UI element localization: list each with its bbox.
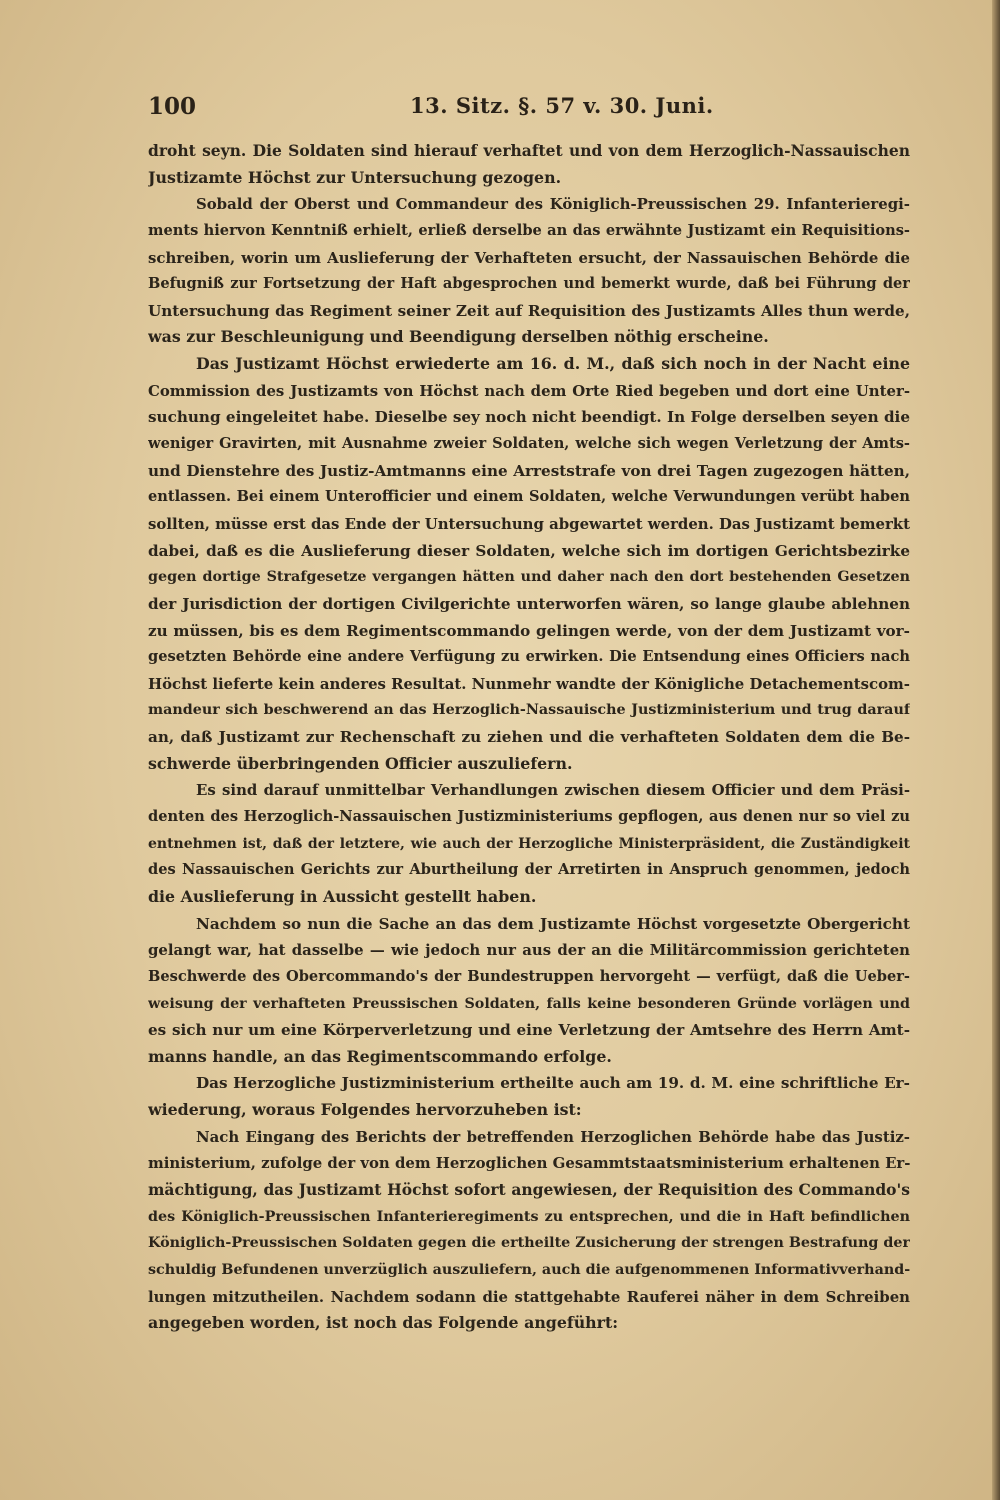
text-line: schreiben, worin um Auslieferung der Verhafteten ersucht, der Nassauischen Behörde die bbox=[148, 248, 910, 267]
text-line: manns handle, an das Regimentscommando erfolge. bbox=[148, 1046, 612, 1066]
text-line: Es sind darauf unmittelbar Verhandlungen zwischen diesem Officier und dem Präsi- bbox=[196, 781, 910, 800]
text-line: entnehmen ist, daß der letztere, wie auch der Herzogliche Ministerpräsident, die Zuständigkeit bbox=[148, 835, 910, 852]
text-line: schwerde überbringenden Officier auszuliefern. bbox=[148, 753, 573, 773]
text-line: Nach Eingang des Berichts der betreffenden Herzoglichen Behörde habe das Justiz- bbox=[196, 1127, 910, 1146]
text-line: angegeben worden, ist noch das Folgende angeführt: bbox=[148, 1313, 619, 1333]
text-line: Befugniß zur Fortsetzung der Haft abgesprochen und bemerkt wurde, daß bei Führung der bbox=[148, 275, 910, 293]
text-line: Königlich-Preussischen Soldaten gegen die ertheilte Zusicherung der strengen Bestrafung der bbox=[148, 1235, 910, 1252]
text-line: mächtigung, das Justizamt Höchst sofort angewiesen, der Requisition des Commando's bbox=[148, 1179, 910, 1199]
text-line: ministerium, zufolge der von dem Herzoglichen Gesammtstaatsministerium erhaltenen Er- bbox=[148, 1154, 910, 1173]
text-line: entlassen. Bei einem Unterofficier und einem Soldaten, welche Verwundungen verübt haben bbox=[148, 488, 910, 506]
text-line: gegen dortige Strafgesetze vergangen hätten und daher nach den dort bestehenden Gesetzen bbox=[148, 569, 910, 586]
text-line: Justizamte Höchst zur Untersuchung gezogen. bbox=[148, 167, 562, 187]
text-line: weisung der verhafteten Preussischen Soldaten, falls keine besonderen Gründe vorlägen und bbox=[148, 995, 910, 1012]
text-line: mandeur sich beschwerend an das Herzoglich-Nassauische Justizministerium und trug darauf bbox=[148, 702, 910, 719]
text-line: schuldig Befundenen unverzüglich auszuliefern, auch die aufgenommenen Informativverhand- bbox=[148, 1261, 910, 1278]
text-line: suchung eingeleitet habe. Dieselbe sey noch nicht beendigt. In Folge derselben seyen die bbox=[148, 408, 910, 427]
text-line: zu müssen, bis es dem Regimentscommando gelingen werde, von der dem Justizamt vor- bbox=[148, 621, 910, 640]
page-number: 100 bbox=[148, 93, 197, 120]
text-line: Sobald der Oberst und Commandeur des Königlich-Preussischen 29. Infanterieregi- bbox=[196, 195, 910, 214]
text-line: gesetzten Behörde eine andere Verfügung zu erwirken. Die Entsendung eines Officiers nach bbox=[148, 648, 910, 666]
text-line: was zur Beschleunigung und Beendigung derselben nöthig erscheine. bbox=[148, 327, 769, 347]
body-text bbox=[148, 138, 910, 1337]
text-line: Beschwerde des Obercommando's der Bundestruppen hervorgeht — verfügt, daß die Ueber- bbox=[148, 967, 910, 985]
text-line: weniger Gravirten, mit Ausnahme zweier Soldaten, welche sich wegen Verletzung der Amts- bbox=[148, 435, 910, 453]
text-line: gelangt war, hat dasselbe — wie jedoch nur aus der an die Militärcommission gerichteten bbox=[148, 941, 910, 960]
text-line: der Jurisdiction der dortigen Civilgerichte unterworfen wären, so lange glaube ablehnen bbox=[148, 594, 910, 613]
text-line: an, daß Justizamt zur Rechenschaft zu ziehen und die verhafteten Soldaten dem die Be- bbox=[148, 728, 910, 747]
text-line: Höchst lieferte kein anderes Resultat. Nunmehr wandte der Königliche Detachementscom- bbox=[148, 674, 910, 693]
text-line: sollten, müsse erst das Ende der Untersuchung abgewartet werden. Das Justizamt bemerkt bbox=[148, 514, 910, 533]
text-line: wiederung, woraus Folgendes hervorzuheben ist: bbox=[148, 1100, 582, 1120]
text-line: dabei, daß es die Auslieferung dieser Soldaten, welche sich im dortigen Gerichtsbezirke bbox=[148, 541, 910, 560]
text-line: Nachdem so nun die Sache an das dem Justizamte Höchst vorgesetzte Obergericht bbox=[196, 914, 910, 933]
text-line: Commission des Justizamts von Höchst nach dem Orte Ried begeben und dort eine Unter- bbox=[148, 381, 910, 400]
text-line: Das Herzogliche Justizministerium ertheilte auch am 19. d. M. eine schriftliche Er- bbox=[196, 1074, 910, 1093]
text-line: die Auslieferung in Aussicht gestellt haben. bbox=[148, 886, 537, 906]
text-line: des Nassauischen Gerichts zur Aburtheilung der Arretirten in Anspruch genommen, jedoch bbox=[148, 861, 910, 879]
running-head: 13. Sitz. §. 57 v. 30. Juni. bbox=[410, 93, 714, 118]
text-line: des Königlich-Preussischen Infanterieregiments zu entsprechen, und die in Haft befindlichen bbox=[148, 1208, 910, 1225]
text-line: ments hiervon Kenntniß erhielt, erließ derselbe an das erwähnte Justizamt ein Requisitions- bbox=[148, 221, 910, 239]
text-line: droht seyn. Die Soldaten sind hierauf verhaftet und von dem Herzoglich-Nassauischen bbox=[148, 141, 910, 160]
text-line: es sich nur um eine Körperverletzung und eine Verletzung der Amtsehre des Herrn Amt- bbox=[148, 1021, 910, 1040]
text-line: Untersuchung das Regiment seiner Zeit auf Requisition des Justizamts Alles thun werde, bbox=[148, 301, 910, 320]
text-line: denten des Herzoglich-Nassauischen Justizministeriums gepflogen, aus denen nur so viel zu bbox=[148, 808, 910, 826]
text-line: und Dienstehre des Justiz-Amtmanns eine Arreststrafe von drei Tagen zugezogen hätten, bbox=[148, 461, 910, 480]
page-header bbox=[148, 93, 910, 127]
text-line: lungen mitzutheilen. Nachdem sodann die stattgehabte Rauferei näher in dem Schreiben bbox=[148, 1287, 910, 1306]
text-line: Das Justizamt Höchst erwiederte am 16. d. M., daß sich noch in der Nacht eine bbox=[196, 354, 910, 374]
page-edge-shadow bbox=[992, 0, 1000, 1500]
